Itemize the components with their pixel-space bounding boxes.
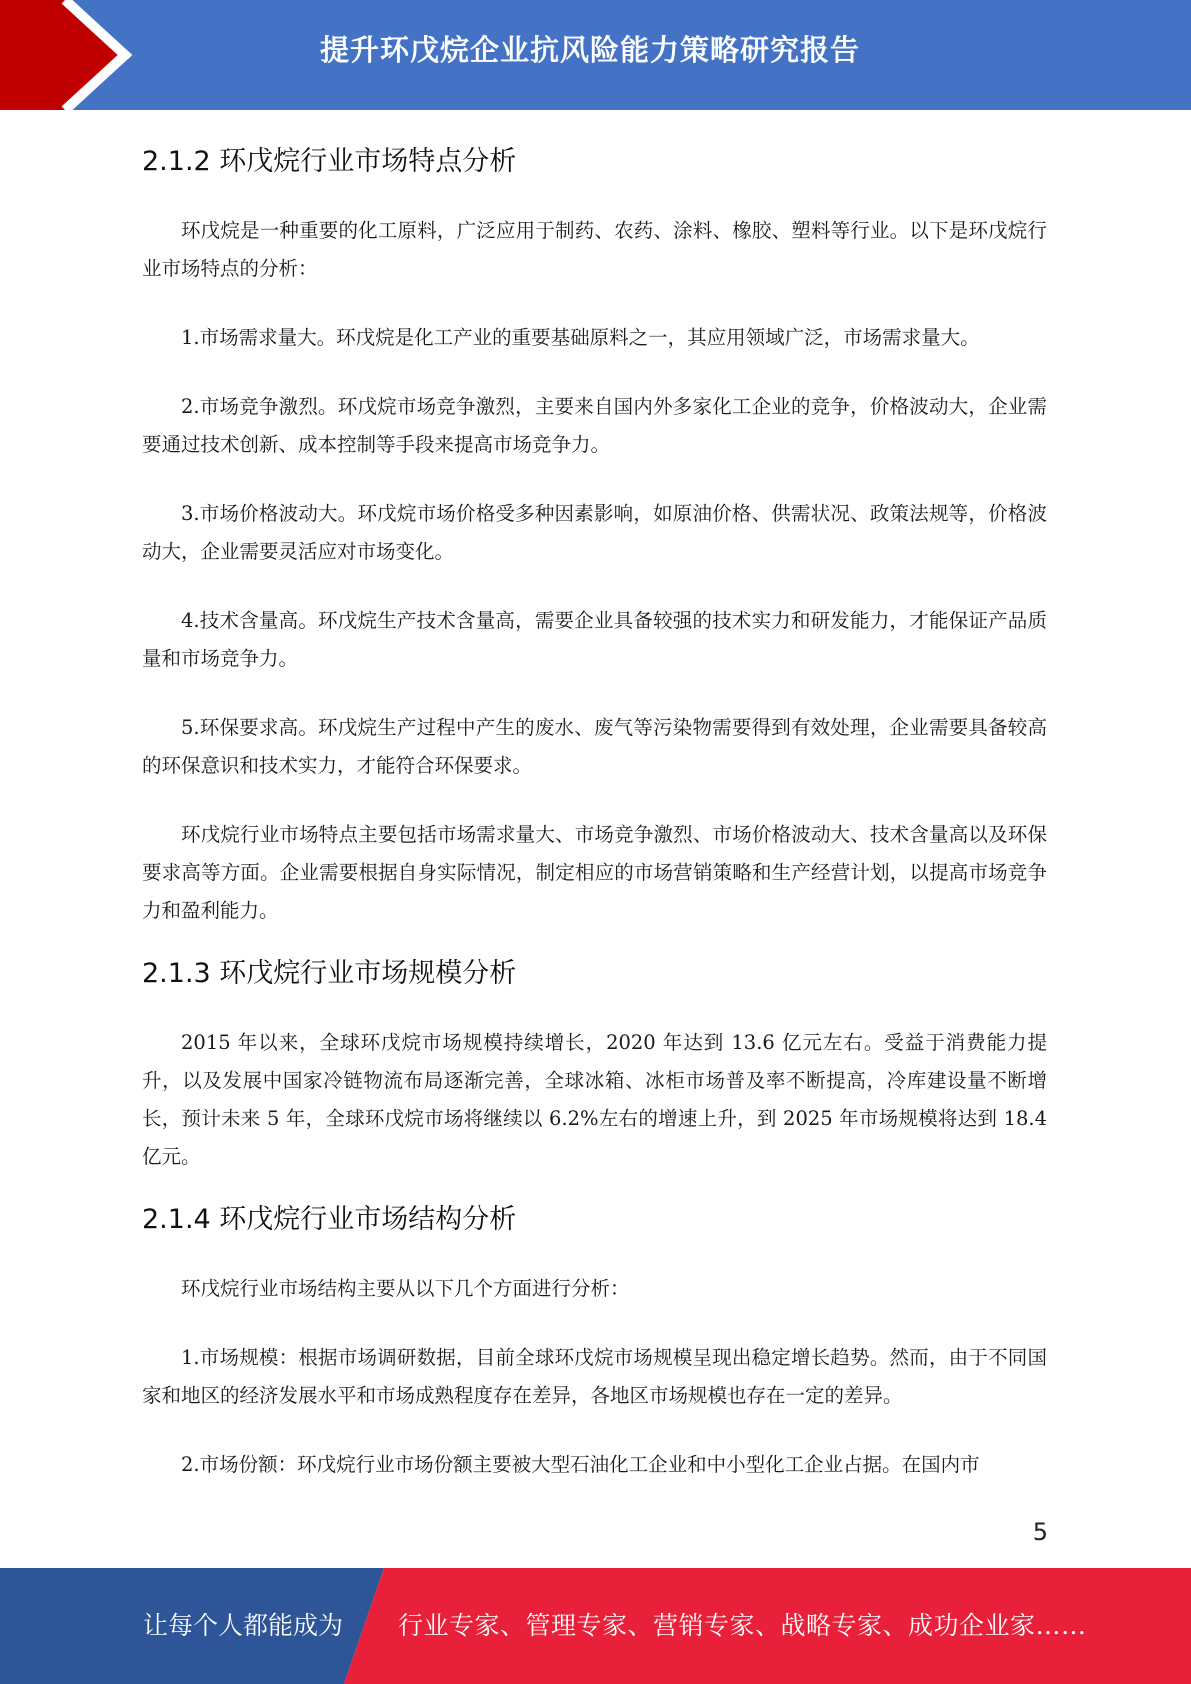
paragraph: 4.技术含量高。环戊烷生产技术含量高，需要企业具备较强的技术实力和研发能力，才能保证产品质量和市场竞争力。: [142, 609, 1047, 670]
report-title: 提升环戊烷企业抗风险能力策略研究报告: [320, 33, 861, 67]
header-banner: [0, 0, 1191, 110]
header-arrow-decoration: [0, 0, 160, 110]
paragraph: 5.环保要求高。环戊烷生产过程中产生的废水、废气等污染物需要得到有效处理，企业需要具备较高的环保意识和技术实力，才能符合环保要求。: [142, 716, 1047, 777]
paragraph: 1.市场需求量大。环戊烷是化工产业的重要基础原料之一，其应用领域广泛，市场需求量大。: [181, 326, 980, 349]
section-heading: 2.1.4 环戊烷行业市场结构分析: [142, 1204, 517, 1235]
footer-slogan-left: 让每个人都能成为: [143, 1611, 344, 1640]
paragraph: 2.市场份额：环戊烷行业市场份额主要被大型石油化工企业和中小型化工企业占据。在国内市: [181, 1453, 980, 1476]
paragraph: 3.市场价格波动大。环戊烷市场价格受多种因素影响，如原油价格、供需状况、政策法规等，价格波动大，企业需要灵活应对市场变化。: [142, 502, 1047, 563]
document-body: [142, 118, 1047, 1484]
section-heading: 2.1.2 环戊烷行业市场特点分析: [142, 146, 517, 177]
paragraph: 环戊烷行业市场结构主要从以下几个方面进行分析：: [181, 1277, 630, 1300]
paragraph: 1.市场规模：根据市场调研数据，目前全球环戊烷市场规模呈现出稳定增长趋势。然而，由于不同国家和地区的经济发展水平和市场成熟程度存在差异，各地区市场规模也存在一定的差异。: [142, 1346, 1047, 1407]
paragraph: 环戊烷行业市场特点主要包括市场需求量大、市场竞争激烈、市场价格波动大、技术含量高以及环保要求高等方面。企业需要根据自身实际情况，制定相应的市场营销策略和生产经营计划，以提高市场竞争力和盈利能力。: [142, 823, 1047, 922]
footer-slogan-right: 行业专家、管理专家、营销专家、战略专家、成功企业家……: [398, 1611, 1087, 1640]
footer-banner: [0, 1568, 1191, 1684]
section-heading: 2.1.3 环戊烷行业市场规模分析: [142, 958, 517, 989]
page-number: 5: [1032, 1518, 1048, 1546]
paragraph: 2015 年以来，全球环戊烷市场规模持续增长，2020 年达到 13.6 亿元左右。受益于消费能力提升，以及发展中国家冷链物流布局逐渐完善，全球冰箱、冰柜市场普及率不断提高，冷库建设量不断增长，预计未来 5 年，全球环戊烷市场将继续以 6.2%左右的增速上升，到 2025 年市场规模将达到 18.4 亿元。: [142, 1031, 1047, 1168]
paragraph: 2.市场竞争激烈。环戊烷市场竞争激烈，主要来自国内外多家化工企业的竞争，价格波动大，企业需要通过技术创新、成本控制等手段来提高市场竞争力。: [142, 395, 1047, 456]
paragraph: 环戊烷是一种重要的化工原料，广泛应用于制药、农药、涂料、橡胶、塑料等行业。以下是环戊烷行业市场特点的分析：: [142, 219, 1047, 280]
